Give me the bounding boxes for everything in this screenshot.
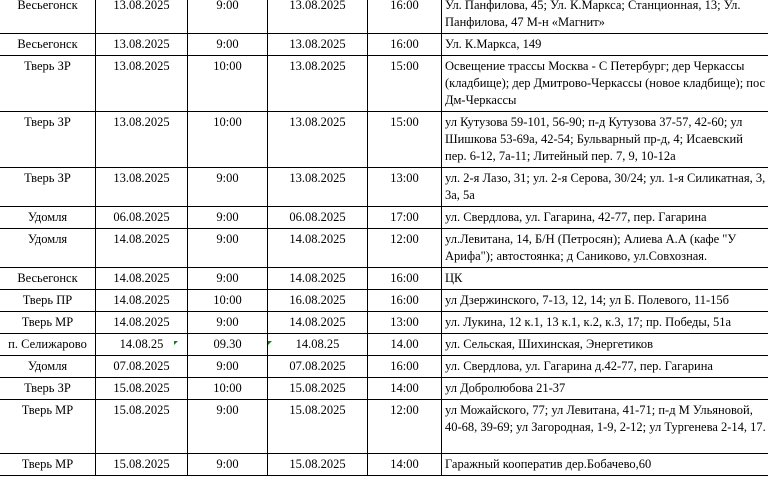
address-cell: Освещение трассы Москва - С Петербург; дер Черкассы (кладбище); дер Дмитрово-Черкассы (новое кладбище); пос Дм-Черкассы: [442, 56, 768, 112]
org-cell: Тверь МР: [0, 312, 96, 334]
end-date-cell: 14.08.2025: [268, 268, 368, 290]
address-cell: ул. Свердлова, ул. Гагарина д.42-77, пер. Гагарина: [442, 356, 768, 378]
end-date-cell: 13.08.2025: [268, 112, 368, 168]
end-date-cell: 15.08.2025: [268, 454, 368, 476]
start-date-cell: 13.08.2025: [96, 112, 188, 168]
start-time-cell: 9:00: [188, 400, 268, 454]
end-date-cell: 06.08.2025: [268, 207, 368, 229]
org-cell: Тверь ЗР: [0, 112, 96, 168]
end-time-cell: 15:00: [368, 112, 442, 168]
org-cell: Тверь МР: [0, 400, 96, 454]
table-row: [0, 168, 768, 207]
end-time-cell: 15:00: [368, 56, 442, 112]
end-date-cell: 07.08.2025: [268, 356, 368, 378]
address-cell: Гаражный кооператив дер.Бобачево,60: [442, 454, 768, 476]
table-row: [0, 378, 768, 400]
end-date-cell: 13.08.2025: [268, 168, 368, 207]
table-row: [0, 0, 768, 34]
end-time-cell: 16:00: [368, 34, 442, 56]
end-time-cell: 16:00: [368, 290, 442, 312]
end-date-cell: 16.08.2025: [268, 290, 368, 312]
start-time-cell: 9:00: [188, 268, 268, 290]
table-row: [0, 56, 768, 112]
start-time-cell: 10:00: [188, 112, 268, 168]
end-date-cell: 15.08.2025: [268, 378, 368, 400]
table-row: [0, 290, 768, 312]
end-time-cell: 13:00: [368, 168, 442, 207]
org-cell: Весьегонск: [0, 0, 96, 34]
org-cell: п. Селижарово: [0, 334, 96, 356]
cell-marker: [268, 341, 272, 345]
org-cell: Весьегонск: [0, 268, 96, 290]
end-time-cell: 14:00: [368, 378, 442, 400]
end-date-cell: 13.08.2025: [268, 0, 368, 34]
start-date-cell: 14.08.2025: [96, 312, 188, 334]
org-cell: Удомля: [0, 207, 96, 229]
start-date-cell: 14.08.2025: [96, 229, 188, 268]
table-row: [0, 312, 768, 334]
start-date-cell: 07.08.2025: [96, 356, 188, 378]
address-cell: ул. Лукина, 12 к.1, 13 к.1, к.2, к.3, 17; пр. Победы, 51а: [442, 312, 768, 334]
end-date-cell: 13.08.2025: [268, 34, 368, 56]
table-row: [0, 34, 768, 56]
end-date-cell: 13.08.2025: [268, 56, 368, 112]
org-cell: Тверь МР: [0, 454, 96, 476]
start-date-cell: 13.08.2025: [96, 0, 188, 34]
org-cell: Удомля: [0, 356, 96, 378]
start-time-cell: 9:00: [188, 229, 268, 268]
end-date-cell: 15.08.2025: [268, 400, 368, 454]
start-time-cell: 9:00: [188, 0, 268, 34]
org-cell: Тверь ЗР: [0, 56, 96, 112]
table-row: [0, 454, 768, 476]
address-cell: ул Дзержинского, 7-13, 12, 14; ул Б. Полевого, 11-15б: [442, 290, 768, 312]
org-cell: Тверь ЗР: [0, 168, 96, 207]
org-cell: Удомля: [0, 229, 96, 268]
org-cell: Тверь ЗР: [0, 378, 96, 400]
end-time-cell: 12:00: [368, 229, 442, 268]
end-time-cell: 17:00: [368, 207, 442, 229]
table-row: [0, 334, 768, 356]
table-row: [0, 356, 768, 378]
start-date-cell: 15.08.2025: [96, 378, 188, 400]
start-date-cell: 15.08.2025: [96, 454, 188, 476]
start-time-cell: 9:00: [188, 207, 268, 229]
start-time-cell: 09.30: [188, 334, 268, 356]
start-date-cell: 06.08.2025: [96, 207, 188, 229]
address-cell: ул Добролюбова 21-37: [442, 378, 768, 400]
start-date-cell: 13.08.2025: [96, 34, 188, 56]
address-cell: Ул. К.Маркса, 149: [442, 34, 768, 56]
start-date-cell: 15.08.2025: [96, 400, 188, 454]
start-date-cell: 13.08.2025: [96, 56, 188, 112]
start-date-cell: 14.08.2025: [96, 268, 188, 290]
end-time-cell: 14:00: [368, 454, 442, 476]
address-cell: ЦК: [442, 268, 768, 290]
start-time-cell: 9:00: [188, 356, 268, 378]
end-time-cell: 14.00: [368, 334, 442, 356]
end-time-cell: 16:00: [368, 356, 442, 378]
start-time-cell: 9:00: [188, 34, 268, 56]
address-cell: ул. Свердлова, ул. Гагарина, 42-77, пер. Гагарина: [442, 207, 768, 229]
start-time-cell: 9:00: [188, 454, 268, 476]
org-cell: Тверь ПР: [0, 290, 96, 312]
address-cell: Ул. Панфилова, 45; Ул. К.Маркса; Станционная, 13; Ул. Панфилова, 47 М-н «Магнит»: [442, 0, 768, 34]
end-date-cell: 14.08.25: [268, 334, 368, 356]
table-row: [0, 229, 768, 268]
end-time-cell: 12:00: [368, 400, 442, 454]
address-cell: ул Кутузова 59-101, 56-90; п-д Кутузова 37-57, 42-60; ул Шишкова 53-69а, 42-54; Бульварный пр-д, 4; Исаевский пер. 6-12, 7а-11; Литейный пер. 7, 9, 10-12а: [442, 112, 768, 168]
address-cell: ул. Сельская, Шихинская, Энергетиков: [442, 334, 768, 356]
start-time-cell: 10:00: [188, 378, 268, 400]
start-time-cell: 10:00: [188, 56, 268, 112]
start-time-cell: 9:00: [188, 312, 268, 334]
table-row: [0, 268, 768, 290]
start-date-cell: 14.08.2025: [96, 290, 188, 312]
table-row: [0, 400, 768, 454]
cell-marker: [174, 341, 178, 345]
end-time-cell: 13:00: [368, 312, 442, 334]
org-cell: Весьегонск: [0, 34, 96, 56]
end-date-cell: 14.08.2025: [268, 229, 368, 268]
end-date-cell: 14.08.2025: [268, 312, 368, 334]
end-time-cell: 16:00: [368, 268, 442, 290]
address-cell: ул. 2-я Лазо, 31; ул. 2-я Серова, 30/24; ул. 1-я Силикатная, 3, 3а, 5а: [442, 168, 768, 207]
start-date-cell: 14.08.25: [96, 334, 188, 356]
end-time-cell: 16:00: [368, 0, 442, 34]
start-time-cell: 10:00: [188, 290, 268, 312]
start-date-cell: 13.08.2025: [96, 168, 188, 207]
table-row: [0, 112, 768, 168]
address-cell: ул.Левитана, 14, Б/Н (Петросян); Алиева А.А (кафе "У Арифа"); автостоянка; д Саниково, ул.Совхозная.: [442, 229, 768, 268]
address-cell: ул Можайского, 77; ул Левитана, 41-71; п-д М Ульяновой, 40-68, 39-69; ул Загородная, 1-9, 2-12; ул Тургенева 2-14, 17.: [442, 400, 768, 454]
start-time-cell: 9:00: [188, 168, 268, 207]
table-row: [0, 207, 768, 229]
